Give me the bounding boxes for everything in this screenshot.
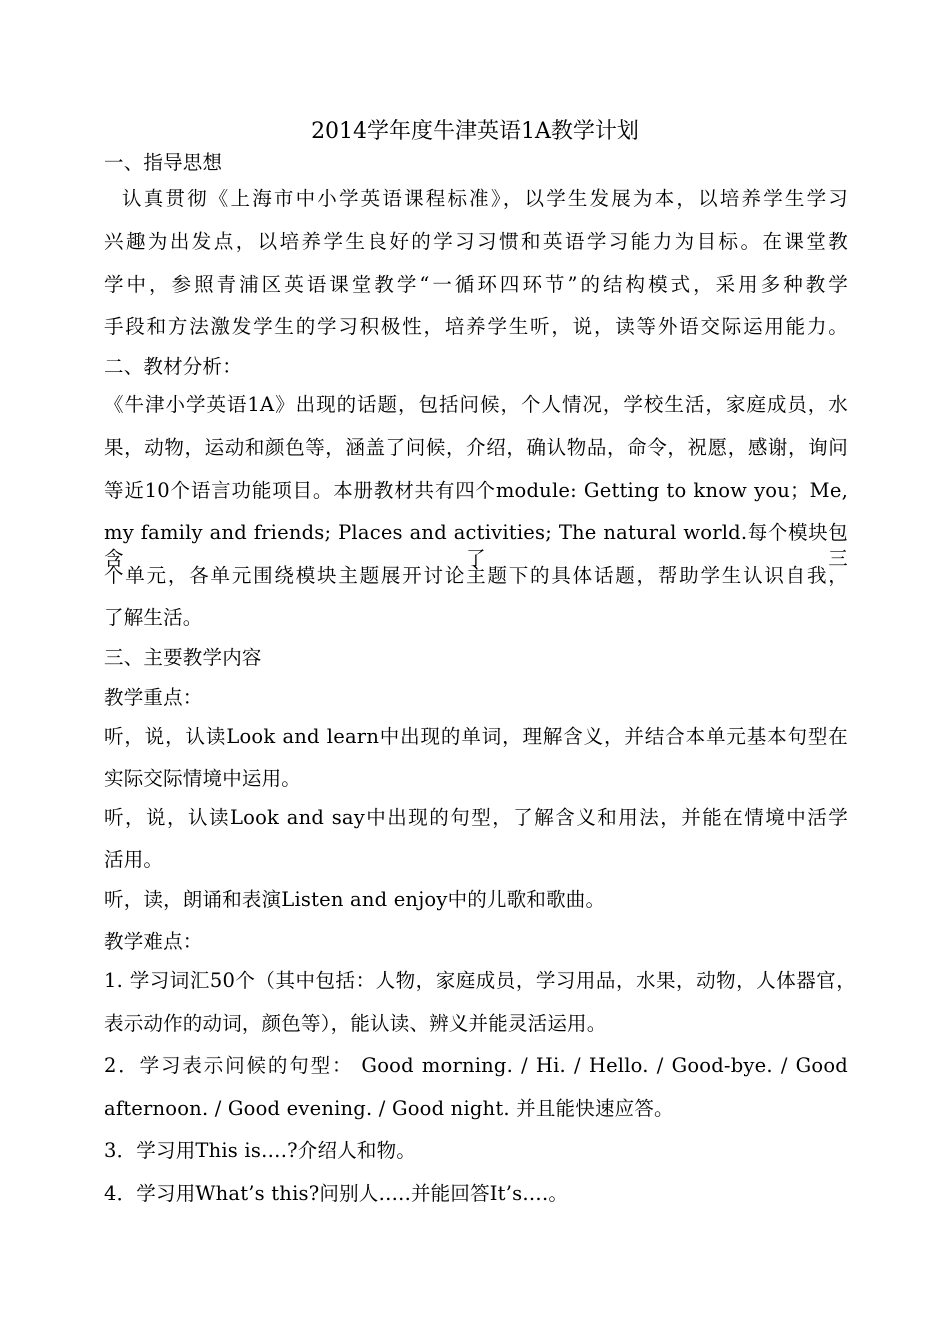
paragraph-line: 活用。 (104, 848, 164, 871)
paragraph-line: 个单元，各单元围绕模块主题展开讨论主题下的具体话题，帮助学生认识自我， (104, 564, 848, 587)
paragraph-line: my family and friends; Places and activities; The natural world.每个模块包含了三 (104, 521, 848, 570)
paragraph-line: 手段和方法激发学生的学习积极性，培养学生听，说，读等外语交际运用能力。 (104, 315, 848, 338)
heading-material-analysis: 二、教材分析： (104, 355, 242, 378)
list-item: 1. 学习词汇50个（其中包括：人物，家庭成员，学习用品，水果，动物，人体器官， (104, 969, 856, 992)
paragraph-line: 听，说，认读Look and say中出现的句型，了解含义和用法，并能在情境中活学 (104, 806, 848, 829)
document-title: 2014学年度牛津英语1A教学计划 (311, 119, 639, 144)
subheading-key-points: 教学重点： (104, 686, 203, 709)
heading-main-content: 三、主要教学内容 (104, 646, 262, 669)
list-item: afternoon. / Good evening. / Good night. 并且能快速应答。 (104, 1097, 674, 1120)
paragraph-line: 听，说，认读Look and learn中出现的单词，理解含义，并结合本单元基本句型在 (104, 725, 848, 748)
paragraph-line: 果，动物，运动和颜色等，涵盖了问候，介绍，确认物品，命令，祝愿，感谢，询问 (104, 436, 848, 459)
subheading-difficult-points: 教学难点： (104, 930, 203, 953)
paragraph-line: 听，读，朗诵和表演Listen and enjoy中的儿歌和歌曲。 (104, 888, 606, 911)
list-item: 4．学习用What’s this?问别人…..并能回答It’s….。 (104, 1182, 569, 1205)
list-item: 表示动作的动词，颜色等），能认读、辨义并能灵活运用。 (104, 1012, 607, 1035)
paragraph-line: 学中，参照青浦区英语课堂教学“一循环四环节”的结构模式，采用多种教学 (104, 273, 848, 296)
list-item: 2．学习表示问候的句型： Good morning. / Hi. / Hello. / Good-bye. / Good (104, 1054, 848, 1077)
heading-guiding-thought: 一、指导思想 (104, 151, 223, 174)
paragraph-line: 了解生活。 (104, 606, 203, 629)
paragraph-line: 认真贯彻《上海市中小学英语课程标准》，以学生发展为本，以培养学生学习 (122, 187, 848, 210)
list-item: 3．学习用This is….?介绍人和物。 (104, 1139, 417, 1162)
paragraph-line: 兴趣为出发点，以培养学生良好的学习习惯和英语学习能力为目标。在课堂教 (104, 230, 848, 253)
paragraph-line: 等近10个语言功能项目。本册教材共有四个module: Getting to know you；Me, (104, 479, 848, 502)
paragraph-line: 《牛津小学英语1A》出现的话题，包括问候，个人情况，学校生活，家庭成员，水 (104, 393, 848, 416)
paragraph-line: 实际交际情境中运用。 (104, 767, 302, 790)
